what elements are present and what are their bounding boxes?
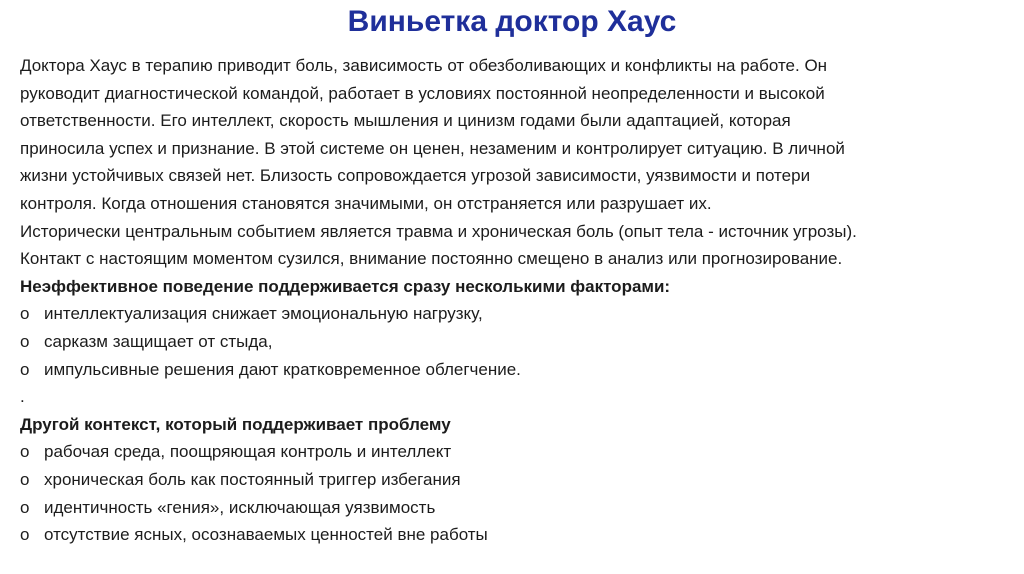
intro-line: Контакт с настоящим моментом сузился, внимание постоянно смещено в анализ или прогнозирование.: [20, 249, 843, 269]
bullet-circle-icon: o: [20, 525, 30, 545]
bullet-circle-icon: o: [20, 469, 30, 489]
bullet-circle-icon: o: [20, 442, 30, 462]
factor-text: интеллектуализация снижает эмоциональную нагрузку,: [44, 304, 483, 324]
context-heading: Другой контекст, который поддерживает проблему: [20, 414, 451, 434]
bullet-circle-icon: o: [20, 497, 30, 517]
bullet-circle-icon: o: [20, 331, 30, 351]
context-text: отсутствие ясных, осознаваемых ценностей вне работы: [44, 525, 488, 545]
factors-heading: Неэффективное поведение поддерживается сразу несколькими факторами:: [20, 276, 671, 296]
factor-item: [20, 356, 1010, 384]
context-text: идентичность «гения», исключающая уязвимость: [44, 497, 436, 517]
intro-line: Исторически центральным событием является травма и хроническая боль (опыт тела - источник угрозы).: [20, 221, 857, 241]
intro-line: Доктора Хаус в терапию приводит боль, зависимость от обезболивающих и конфликты на работе. Он: [20, 56, 828, 75]
factor-item: [20, 300, 1010, 328]
bullet-circle-icon: o: [20, 359, 30, 379]
bullet-circle-icon: o: [20, 304, 30, 324]
intro-line: руководит диагностической командой, работает в условиях постоянной неопределенности и высокой: [20, 83, 825, 103]
context-text: рабочая среда, поощряющая контроль и интеллект: [44, 442, 452, 462]
context-item: [20, 466, 1010, 494]
slide-body: [20, 52, 1010, 549]
factor-item: [20, 328, 1010, 356]
context-item: [20, 521, 1010, 549]
slide-title: Виньетка доктор Хаус: [347, 5, 677, 38]
context-item: [20, 494, 1010, 522]
intro-line: контроля. Когда отношения становятся значимыми, он отстраняется или разрушает их.: [20, 193, 712, 213]
context-item: [20, 438, 1010, 466]
context-text: хроническая боль как постоянный триггер избегания: [44, 469, 461, 489]
factor-text: импульсивные решения дают кратковременное облегчение.: [44, 359, 521, 379]
factor-text: сарказм защищает от стыда,: [44, 331, 273, 351]
separator-dot: .: [20, 387, 25, 407]
intro-line: ответственности. Его интеллект, скорость мышления и цинизм годами были адаптацией, которая: [20, 111, 791, 131]
intro-line: жизни устойчивых связей нет. Близость сопровождается угрозой зависимости, уязвимости и потери: [20, 166, 811, 186]
intro-line: приносила успех и признание. В этой системе он ценен, незаменим и контролирует ситуацию. В личной: [20, 138, 845, 158]
